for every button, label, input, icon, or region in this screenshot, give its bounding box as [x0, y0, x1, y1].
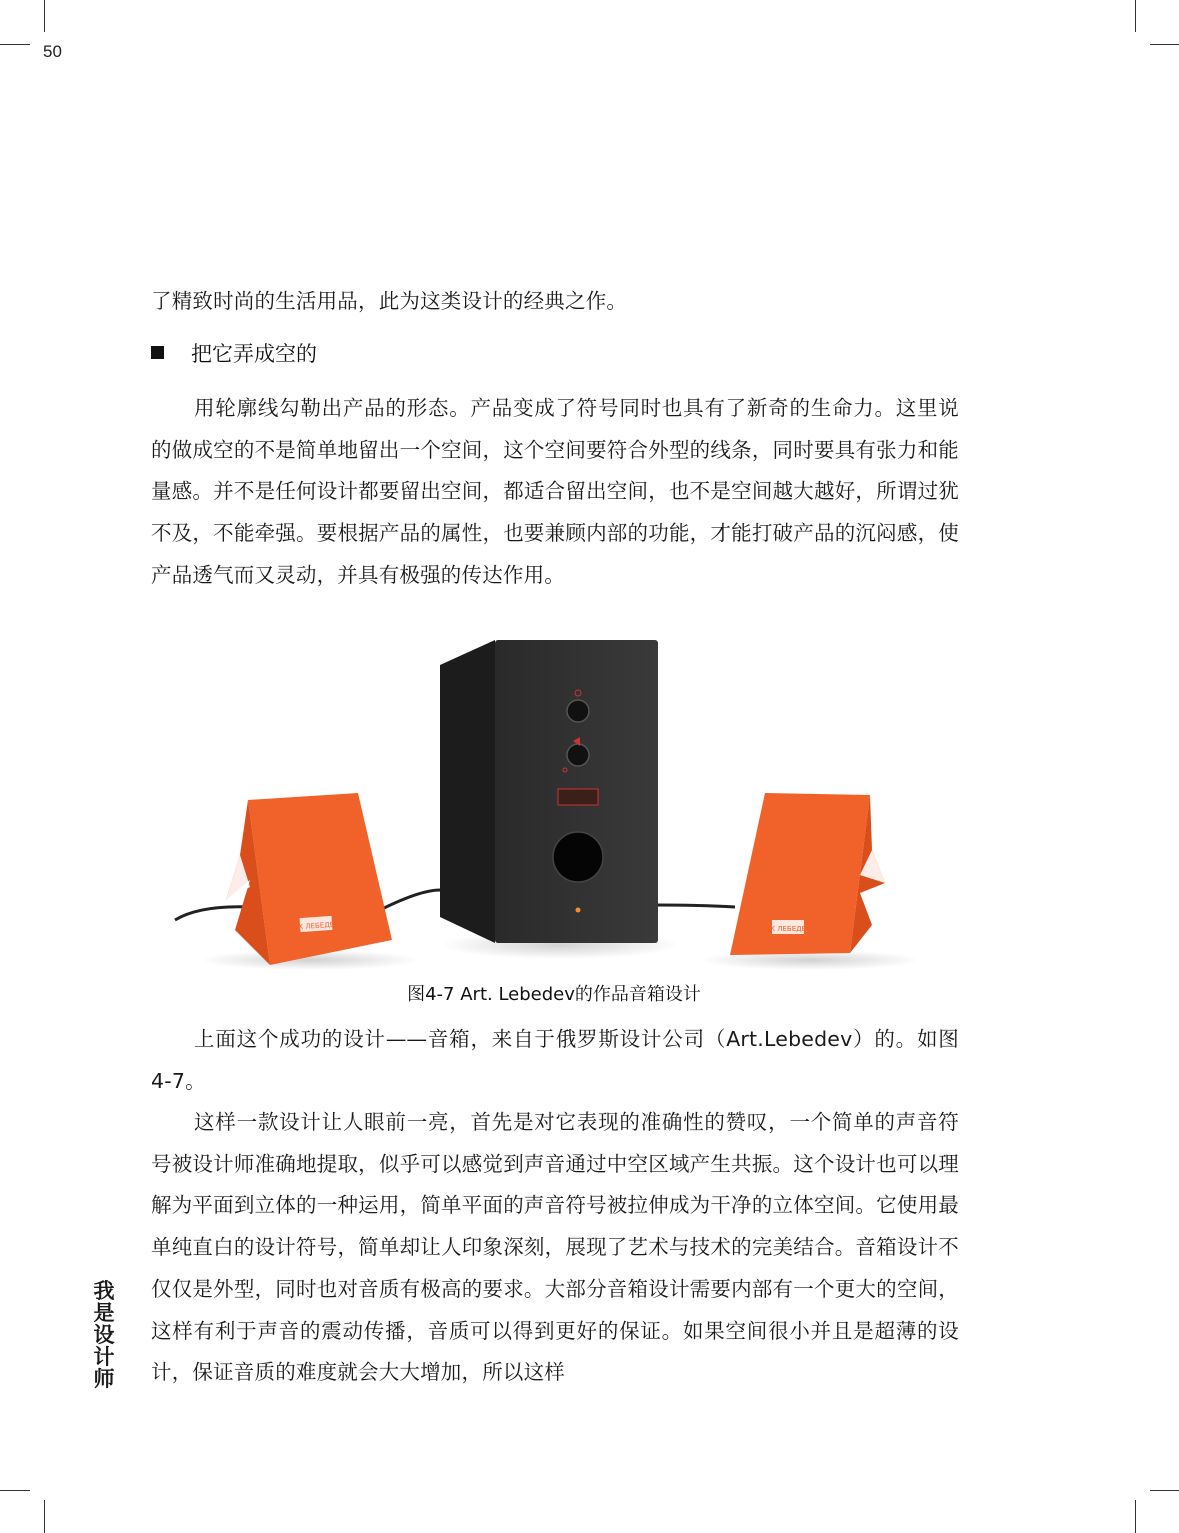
- speaker-illustration: [160, 625, 965, 975]
- right-speaker: [730, 793, 885, 955]
- paragraph-1: 用轮廓线勾勒出产品的形态。产品变成了符号同时也具有了新奇的生命力。这里说的做成空的不是简单地留出一个空间，这个空间要符合外型的线条，同时要具有张力和能量感。并不是任何设计都要留出空间，都适合留出空间，也不是空间越大越好，所谓过犹不及，不能牵强。要根据产品的属性，也要兼顾内部的功能，才能打破产品的沉闷感，使产品透气而又灵动，并具有极强的传达作用。: [151, 396, 959, 587]
- crop-mark: [1150, 44, 1179, 45]
- left-speaker: [226, 793, 392, 965]
- paragraph-2-part-a: 上面这个成功的设计——音箱，来自于俄罗斯设计公司（: [194, 1027, 727, 1051]
- square-bullet-icon: [151, 346, 164, 359]
- crop-mark: [1135, 0, 1136, 32]
- section-heading-text: 把它弄成空的: [191, 342, 317, 366]
- crop-mark: [1135, 1500, 1136, 1533]
- side-book-title: 我是设计师: [93, 1279, 115, 1391]
- crop-mark: [44, 1500, 45, 1533]
- paragraph-2-part-b: ）的。如图: [852, 1027, 960, 1051]
- crop-mark: [0, 1490, 30, 1491]
- paragraph-2: [151, 1019, 959, 1102]
- speaker-figure: [160, 625, 965, 975]
- company-name: Art.Lebedev: [726, 1027, 853, 1051]
- figure-reference: 4-7: [151, 1068, 186, 1093]
- paragraph-2-part-c: 。: [185, 1068, 206, 1093]
- intro-line: 了精致时尚的生活用品，此为这类设计的经典之作。: [151, 289, 628, 313]
- page-number: 50: [43, 42, 62, 61]
- subwoofer: [440, 640, 658, 943]
- section-heading: [151, 338, 317, 368]
- crop-mark: [0, 44, 30, 45]
- paragraph-3: 这样一款设计让人眼前一亮，首先是对它表现的准确性的赞叹，一个简单的声音符号被设计师准确地提取，似乎可以感觉到声音通过中空区域产生共振。这个设计也可以理解为平面到立体的一种运用，简单平面的声音符号被拉伸成为干净的立体空间。它使用最单纯直白的设计符号，简单却让人印象深刻，展现了艺术与技术的完美结合。音箱设计不仅仅是外型，同时也对音质有极高的要求。大部分音箱设计需要内部有一个更大的空间，这样有利于声音的震动传播，音质可以得到更好的保证。如果空间很小并且是超薄的设计，保证音质的难度就会大大增加，所以这样: [151, 1110, 959, 1385]
- figure-caption: 图4-7 Art. Lebedev的作品音箱设计: [407, 984, 701, 1005]
- crop-mark: [44, 0, 45, 32]
- crop-mark: [1150, 1490, 1179, 1491]
- svg-text:ЯК ЛЕБЕДЕВ: ЯК ЛЕБЕДЕВ: [293, 920, 340, 932]
- svg-text:ЯК ЛЕБЕДЕВ: ЯК ЛЕБЕДЕВ: [765, 925, 811, 933]
